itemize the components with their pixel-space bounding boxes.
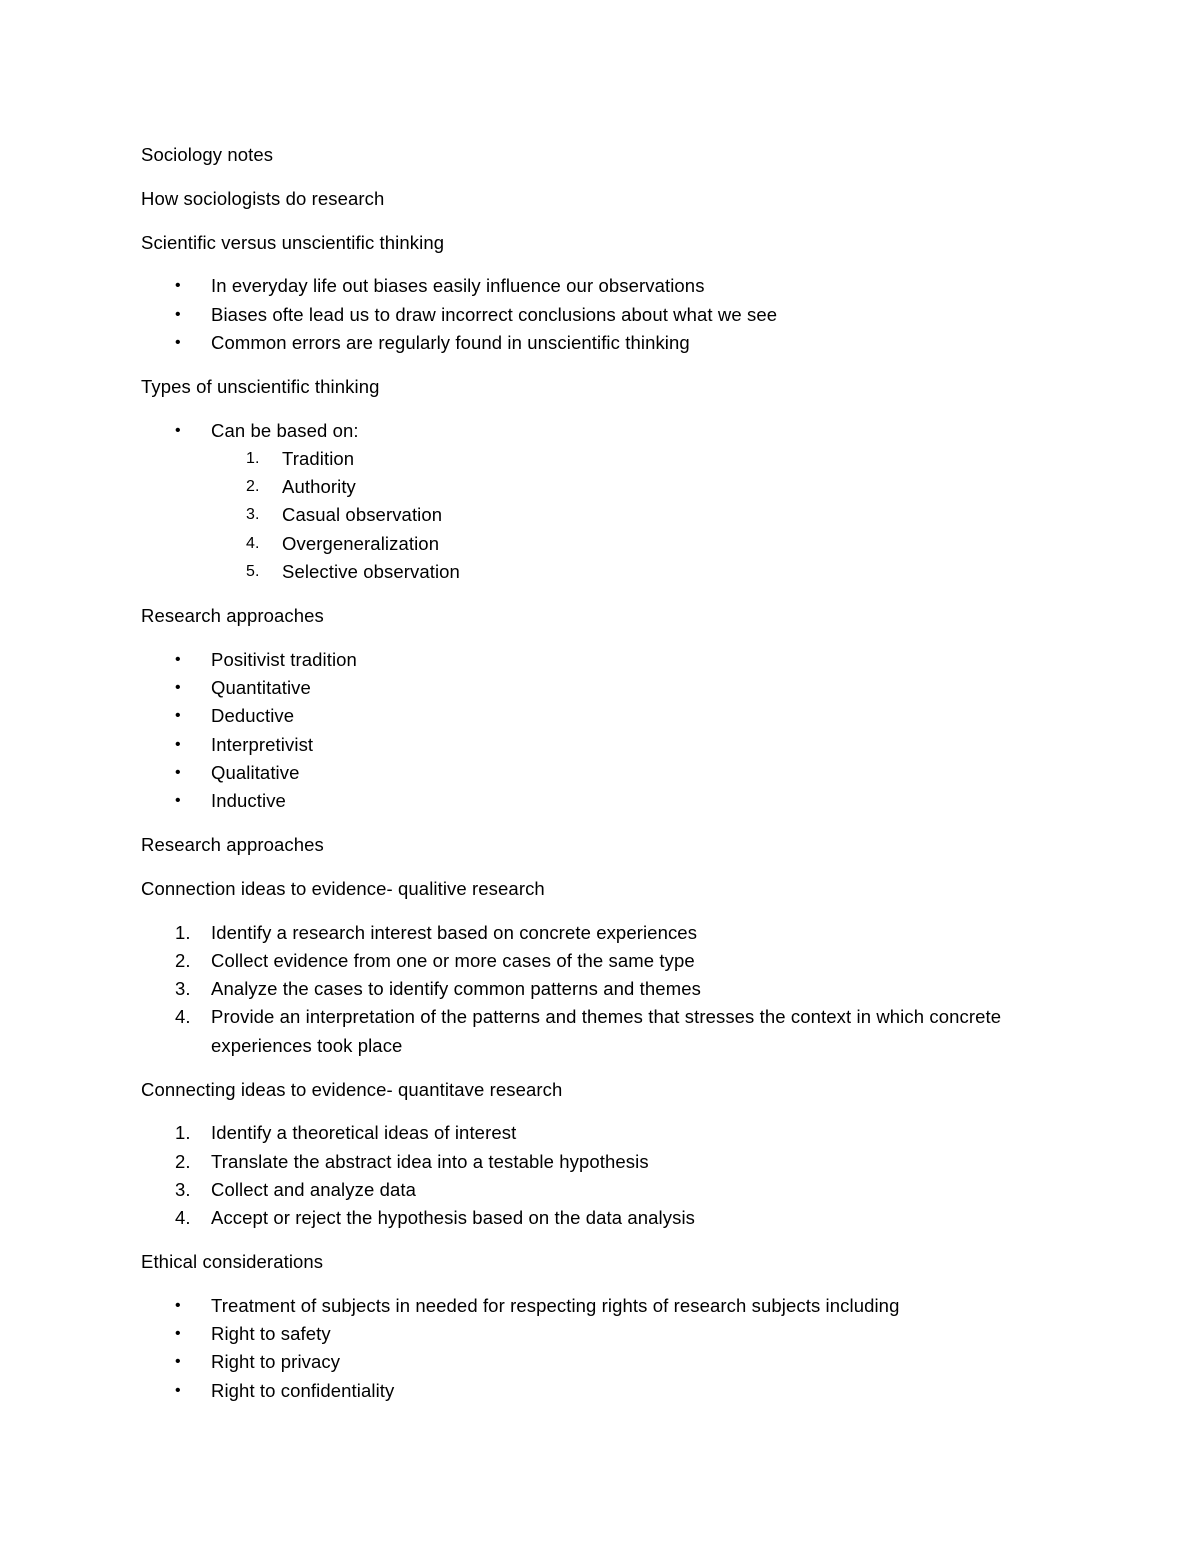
list-item: • Right to privacy — [141, 1348, 1071, 1376]
list-item: • Interpretivist — [141, 731, 1071, 759]
bullet-icon: • — [175, 333, 181, 351]
list-item: • Right to confidentiality — [141, 1377, 1071, 1405]
bullet-icon: • — [175, 1296, 181, 1314]
numbered-sublist — [211, 445, 1071, 586]
document-subtitle: How sociologists do research — [141, 187, 385, 209]
list-item: • Positivist tradition — [141, 646, 1071, 674]
list-item: 1. Tradition — [246, 447, 355, 469]
list-item: 1. Identify a theoretical ideas of interest — [175, 1122, 517, 1144]
list-item: • Can be based on: 1. Tradition 2. Authority 3. Casual observation 4. Overgeneralization 5. Selective observation — [141, 417, 1071, 587]
list-item: 5. Selective observation — [246, 561, 460, 583]
bullet-icon: • — [175, 1325, 181, 1343]
list-item: 4. Accept or reject the hypothesis based on the data analysis — [175, 1207, 696, 1229]
list-item: • Biases ofte lead us to draw incorrect conclusions about what we see — [141, 301, 1071, 329]
list-item: 2. Collect evidence from one or more cases of the same type — [175, 949, 695, 971]
list-item: • Deductive — [141, 702, 1071, 730]
bullet-icon: • — [175, 763, 181, 781]
list-item: 3. Casual observation — [246, 504, 443, 526]
document-body — [141, 141, 1071, 1420]
list-item: • Treatment of subjects in needed for respecting rights of research subjects including — [141, 1292, 1071, 1320]
list-item: 3. Analyze the cases to identify common patterns and themes — [175, 978, 701, 1000]
numbered-list-qualitative — [141, 919, 1071, 1060]
bullet-list-scientific-thinking — [141, 272, 1071, 357]
list-item: 4. Provide an interpretation of the patterns and themes that stresses the context in which concrete experiences took place — [175, 1006, 1002, 1056]
list-item: • Common errors are regularly found in unscientific thinking — [141, 329, 1071, 357]
section-heading-qualitative: Connection ideas to evidence- qualitive research — [141, 877, 545, 899]
bullet-icon: • — [175, 792, 181, 810]
bullet-list-ethical — [141, 1292, 1071, 1405]
list-item: 2. Authority — [246, 476, 356, 498]
list-item: • Qualitative — [141, 759, 1071, 787]
section-heading-quantitative: Connecting ideas to evidence- quantitave research — [141, 1078, 563, 1100]
bullet-icon: • — [175, 707, 181, 725]
bullet-icon: • — [175, 421, 181, 439]
list-item: • In everyday life out biases easily influence our observations — [141, 272, 1071, 300]
list-item: 3. Collect and analyze data — [175, 1178, 417, 1200]
list-item: • Quantitative — [141, 674, 1071, 702]
list-item: • Right to safety — [141, 1320, 1071, 1348]
bullet-icon: • — [175, 735, 181, 753]
section-heading-unscientific-types: Types of unscientific thinking — [141, 375, 380, 397]
bullet-icon: • — [175, 650, 181, 668]
bullet-list-research-approaches — [141, 646, 1071, 816]
list-item: 1. Identify a research interest based on concrete experiences — [175, 921, 698, 943]
bullet-icon: • — [175, 305, 181, 323]
list-item: • Inductive — [141, 787, 1071, 815]
list-item: 2. Translate the abstract idea into a testable hypothesis — [175, 1150, 649, 1172]
section-heading-scientific-thinking: Scientific versus unscientific thinking — [141, 231, 445, 253]
bullet-list-unscientific-types — [141, 417, 1071, 587]
bullet-icon: • — [175, 678, 181, 696]
section-heading-ethical: Ethical considerations — [141, 1251, 324, 1272]
bullet-icon: • — [175, 277, 181, 295]
bullet-icon: • — [175, 1353, 181, 1371]
numbered-list-quantitative — [141, 1119, 1071, 1232]
section-heading-research-approaches: Research approaches — [141, 604, 324, 626]
list-item: 4. Overgeneralization — [246, 532, 440, 554]
document-title: Sociology notes — [141, 144, 274, 165]
section-heading-research-approaches-2: Research approaches — [141, 833, 324, 855]
bullet-icon: • — [175, 1381, 181, 1399]
